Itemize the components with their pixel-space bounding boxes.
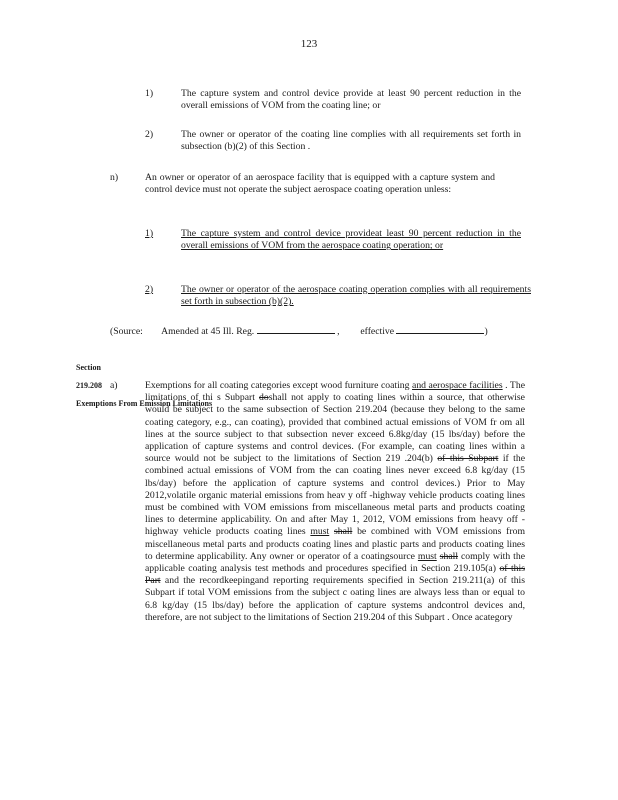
paragraph-text: and the recordkeepingand reporting requirements specified in Section 219.211(a) of this Subpart if total VOM emissions from the subject c oating lines are always less than or equal to 6.8 kg/day (15 lbs/day) before the application of capture systems andcontrol devices and, therefore, are not subject to the limitations of Section 219.204 of this Subpart . Once acategory — [145, 575, 525, 623]
clause-text: The capture system and control device provide at least 90 percent reduction in the overall emissions of VOM from the coating line; or — [181, 88, 521, 112]
page-number: 123 — [300, 38, 318, 50]
source-note — [110, 324, 488, 337]
source-effective: effective — [360, 326, 395, 337]
deleted-text: do — [259, 392, 269, 404]
source-comma: , — [337, 326, 340, 337]
clause-label: 1) — [145, 88, 154, 99]
inserted-text: and aerospace facilities — [412, 380, 503, 391]
register-blank — [257, 324, 335, 334]
paragraph-text: Exemptions for all coating categories except wood furniture coating — [145, 380, 413, 391]
deleted-text: of this Part — [145, 563, 525, 587]
clause-label: 1) — [145, 228, 154, 239]
deleted-text: shall — [334, 526, 353, 538]
inserted-text: must — [310, 526, 330, 538]
clause-label: 2) — [145, 284, 154, 295]
clause-label: 2) — [145, 129, 154, 140]
paragraph-text: if the combined actual emissions of VOM from the can coating lines never exceed 6.8 kg/day (15 lbs/day) before the application of capture systems and control devices.) Prior to May 2012,volatile organic material emissions from heav y off -highway vehicle products coating lines must be combined with VOM emissions from miscellaneous metal parts and products coating lines to determine applicability. On and after May 1, 2012, VOM emissions from heavy off -highway vehicle products coating lines — [145, 453, 525, 538]
deleted-text: shall — [439, 550, 459, 562]
source-amended: Amended at 45 Ill. Reg. — [161, 326, 255, 337]
paragraph-text: comply with the applicable coating analysis test methods and procedures specified in Section 219.105(a) — [145, 550, 525, 575]
clause-text-inserted: The capture system and control device provideat least 90 percent reduction in the overall emissions of VOM from the aerospace coating operation; or — [181, 228, 521, 252]
paragraph-text: . The limitations of thi s Subpart — [145, 380, 525, 404]
effective-date-blank — [396, 324, 484, 334]
clause-label: n) — [110, 172, 119, 183]
source-close: ) — [484, 326, 488, 337]
source-open: (Source: — [110, 326, 143, 337]
section-title: Exemptions From Emission Limitations — [76, 399, 213, 408]
section-number: 219.208 — [76, 381, 102, 390]
inserted-text: must — [417, 550, 437, 562]
clause-label: a) — [110, 380, 118, 391]
paragraph-text: shall not apply to coating lines within a source, that otherwise would be subject to the same subsection of Section 219.204 (because they belong to the same coating category, e.g., can coating), provided that combined actual emissions of VOM fr om all lines at the source subject to that subsection never exceed 6.8kg/day (15 lbs/day) before the application of capture systems and control devices. (For example, can coating lines within a source would not be subject to the limitations of Section 219 .204(b) — [145, 392, 525, 465]
clause-text — [145, 380, 525, 624]
paragraph-text: be combined with VOM emissions from miscellaneous metal parts and products coating lines and plastic parts and products coating lines to determine applicability. Any owner or operator of a coatingsource — [145, 526, 526, 562]
deleted-text: of this Subpart — [437, 453, 499, 465]
section-label: Section — [76, 363, 101, 372]
clause-text-inserted: The owner or operator of the aerospace coating operation complies with all requirements set forth in subsection (b)(2). — [181, 284, 531, 308]
clause-text: The owner or operator of the coating line complies with all requirements set forth in subsection (b)(2) of this Section . — [181, 129, 521, 153]
clause-text: An owner or operator of an aerospace facility that is equipped with a capture system and control device must not operate the subject aerospace coating operation unless: — [145, 172, 495, 196]
